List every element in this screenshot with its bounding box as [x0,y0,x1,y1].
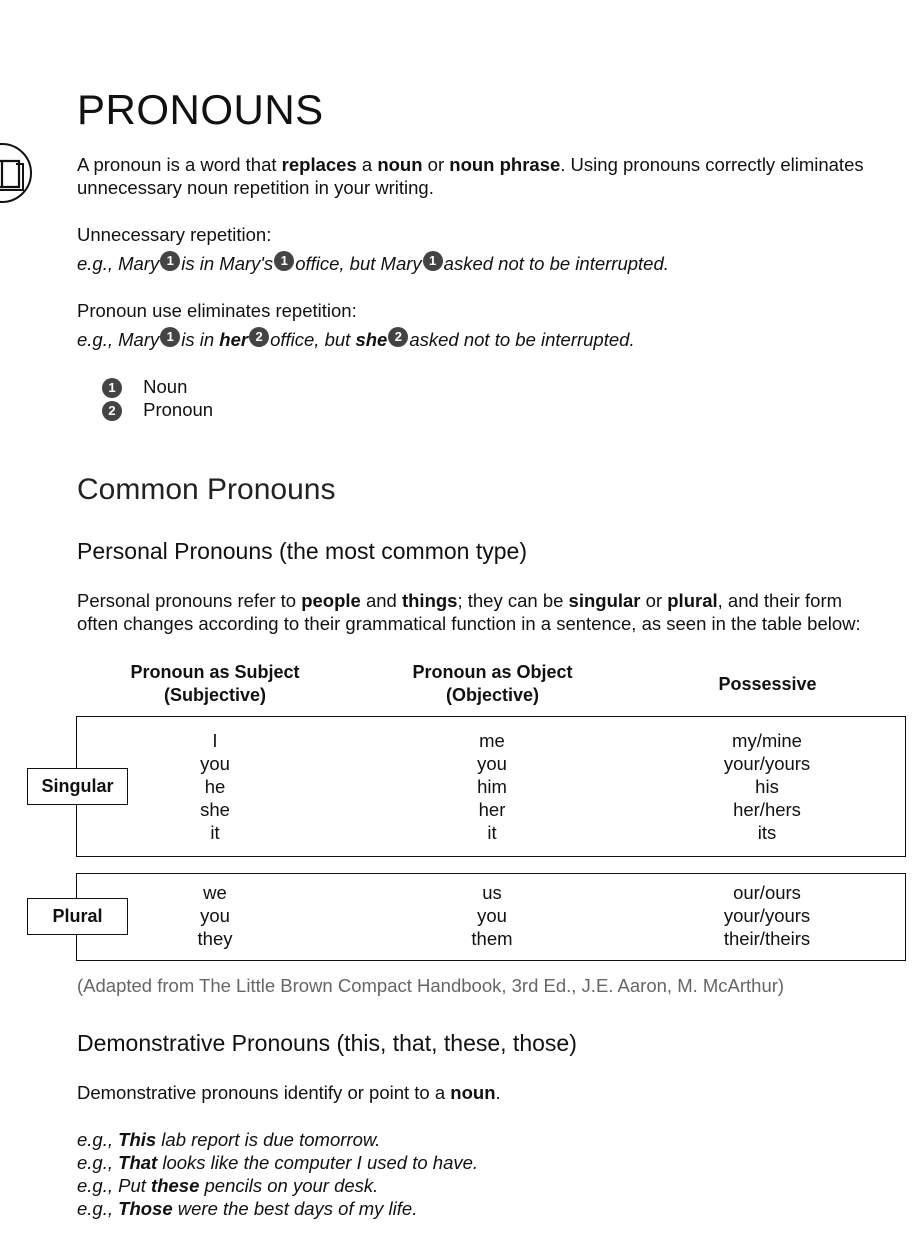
header-possessive: Possessive [718,674,817,694]
demonstrative-examples [77,1128,478,1220]
singular-object-column: me you him her it [477,730,507,843]
personal-heading: Personal Pronouns (the most common type) [77,538,527,564]
plural-subject-column: we you they [197,882,233,949]
legend-item-noun: 1 Noun [101,375,187,398]
legend-item-pronoun: 2 Pronoun [101,398,213,421]
plural-object-column: us you them [471,882,513,949]
singular-possessive-column: my/mine your/yours his her/hers its [723,730,811,843]
noun-badge: 1 [160,251,180,271]
page-title: PRONOUNS [77,86,324,133]
demonstrative-paragraph: Demonstrative pronouns identify or point to a noun. [77,1082,501,1103]
section-title: Common Pronouns [77,473,336,506]
example-line: e.g., Put these pencils on your desk. [77,1175,379,1196]
example-line: e.g., This lab report is due tomorrow. [77,1129,381,1150]
example-line: e.g., That looks like the computer I used to have. [77,1152,479,1173]
personal-paragraph: Personal pronouns refer to people and things; they can be singular or plural, and their form often changes according to their grammatical function in a sentence, as seen in the table below: [77,590,861,634]
source-citation: (Adapted from The Little Brown Compact Handbook, 3rd Ed., J.E. Aaron, M. McArthur) [77,975,785,996]
example1-heading: Unnecessary repetition: [77,224,272,245]
noun-badge: 1 [102,378,122,398]
demonstrative-heading: Demonstrative Pronouns (this, that, these, those) [77,1030,577,1056]
noun-badge: 1 [274,251,294,271]
example-line: e.g., Those were the best days of my life. [77,1198,418,1219]
plural-possessive-column: our/ours your/yours their/theirs [723,882,811,949]
example2-sentence: e.g., Mary 1 is in her 2 office, but she 2 asked not to be interrupted. [77,329,635,350]
noun-badge: 1 [423,251,443,271]
pronoun-badge: 2 [388,327,408,347]
intro-paragraph: A pronoun is a word that replaces a noun or noun phrase. Using pronouns correctly eliminates unnecessary noun repetition in your writing. [77,154,864,198]
example2-heading: Pronoun use eliminates repetition: [77,300,357,321]
header-subjective: Pronoun as Subject (Subjective) [130,662,300,705]
singular-subject-column: I you he she it [200,730,230,843]
plural-label: Plural [27,898,128,935]
pronoun-badge: 2 [102,401,122,421]
noun-badge: 1 [160,327,180,347]
pronoun-badge: 2 [249,327,269,347]
example1-sentence: e.g., Mary 1 is in Mary's 1 office, but Mary 1 asked not to be interrupted. [77,253,669,274]
book-icon [0,143,46,203]
singular-label: Singular [27,768,128,805]
header-objective: Pronoun as Object (Objective) [412,662,573,705]
